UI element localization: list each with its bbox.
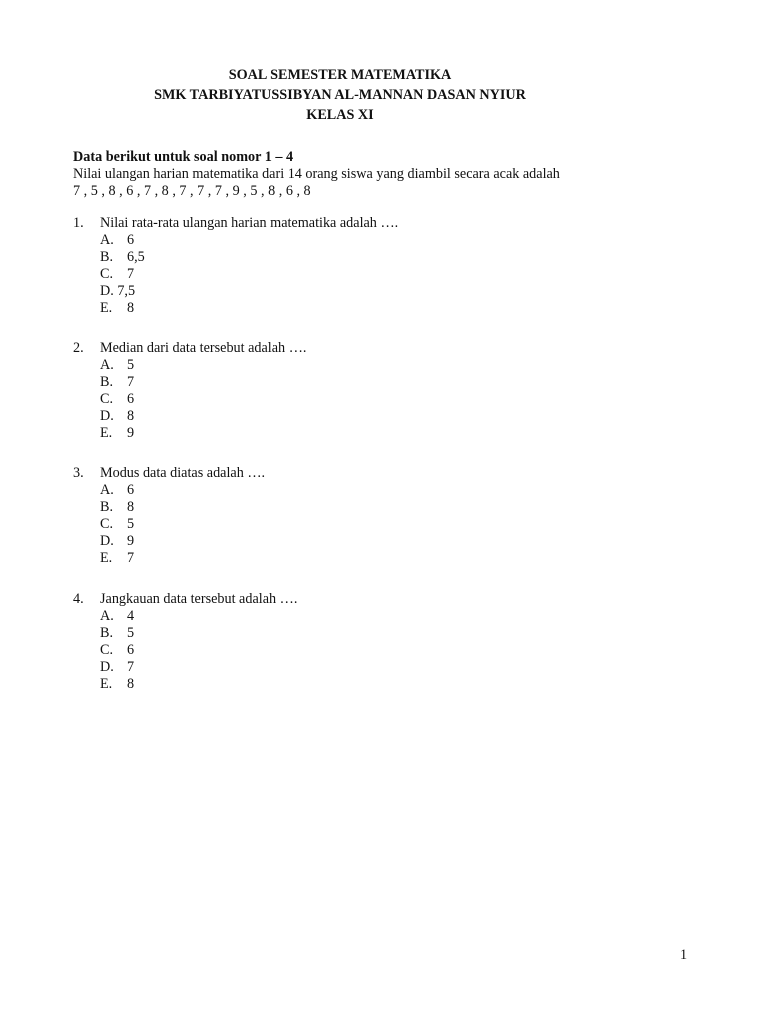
data-intro	[73, 149, 693, 200]
option-e	[73, 550, 673, 567]
question-line	[73, 591, 673, 608]
question-1	[73, 215, 673, 317]
option-a	[73, 608, 673, 625]
question-line	[73, 215, 673, 232]
option-letter: B.	[100, 249, 114, 265]
option-value: 8	[127, 499, 135, 515]
option-letter: E.	[100, 425, 113, 441]
option-d	[73, 283, 673, 300]
question-4	[73, 591, 673, 693]
option-value: 5	[127, 516, 135, 532]
option-value: 7	[127, 659, 135, 675]
option-letter: C.	[100, 391, 114, 407]
option-c	[73, 516, 673, 533]
page-number: 1	[680, 947, 688, 963]
option-b	[73, 249, 673, 266]
option-b	[73, 625, 673, 642]
option-value: 6,5	[127, 249, 145, 265]
option-letter: B.	[100, 499, 114, 515]
question-line	[73, 465, 673, 482]
option-a	[73, 357, 673, 374]
question-number: 1.	[73, 215, 84, 231]
question-number: 3.	[73, 465, 84, 481]
question-line	[73, 340, 673, 357]
option-value: 7	[127, 266, 135, 282]
option-e	[73, 425, 673, 442]
option-value: 5	[127, 625, 135, 641]
option-letter: D.	[100, 533, 114, 549]
option-letter: C.	[100, 516, 114, 532]
option-value: 9	[127, 425, 135, 441]
option-letter: B.	[100, 374, 114, 390]
option-value: 4	[127, 608, 135, 624]
option-a	[73, 232, 673, 249]
option-value: 9	[127, 533, 135, 549]
option-letter: C.	[100, 642, 114, 658]
option-letter: A.	[100, 357, 114, 373]
option-letter: A.	[100, 482, 114, 498]
question-3	[73, 465, 673, 567]
question-number: 4.	[73, 591, 84, 607]
question-text: Median dari data tersebut adalah ….	[100, 340, 307, 356]
option-value: 8	[127, 300, 135, 316]
option-c	[73, 391, 673, 408]
question-number: 2.	[73, 340, 84, 356]
option-d	[73, 659, 673, 676]
option-e	[73, 300, 673, 317]
option-value: 6	[127, 642, 135, 658]
option-letter: A.	[100, 232, 114, 248]
option-letter: D.	[100, 408, 114, 424]
option-value: D. 7,5	[100, 283, 136, 299]
option-value: 6	[127, 232, 135, 248]
option-letter: B.	[100, 625, 114, 641]
question-text: Modus data diatas adalah ….	[100, 465, 266, 481]
header-title: SOAL SEMESTER MATEMATIKA	[228, 67, 452, 83]
option-c	[73, 266, 673, 283]
option-b	[73, 499, 673, 516]
option-letter: E.	[100, 550, 113, 566]
option-value: 7	[127, 374, 135, 390]
option-value: 6	[127, 482, 135, 498]
question-text: Jangkauan data tersebut adalah ….	[100, 591, 298, 607]
intro-data-values: 7 , 5 , 8 , 6 , 7 , 8 , 7 , 7 , 7 , 9 , 5 , 8 , 6 , 8	[73, 183, 311, 199]
option-letter: E.	[100, 300, 113, 316]
option-letter: D.	[100, 659, 114, 675]
option-letter: A.	[100, 608, 114, 624]
option-value: 8	[127, 408, 135, 424]
question-2	[73, 340, 673, 442]
option-c	[73, 642, 673, 659]
header-class: KELAS XI	[306, 107, 374, 123]
header-school: SMK TARBIYATUSSIBYAN AL-MANNAN DASAN NYIUR	[154, 87, 526, 103]
option-d	[73, 533, 673, 550]
option-value: 6	[127, 391, 135, 407]
option-e	[73, 676, 673, 693]
option-value: 5	[127, 357, 135, 373]
intro-heading: Data berikut untuk soal nomor 1 – 4	[73, 149, 294, 165]
option-a	[73, 482, 673, 499]
option-b	[73, 374, 673, 391]
option-value: 8	[127, 676, 135, 692]
option-d	[73, 408, 673, 425]
option-letter: C.	[100, 266, 114, 282]
question-text: Nilai rata-rata ulangan harian matematika adalah ….	[100, 215, 399, 231]
document-header	[0, 65, 680, 125]
intro-description: Nilai ulangan harian matematika dari 14 orang siswa yang diambil secara acak adalah	[73, 166, 560, 182]
option-value: 7	[127, 550, 135, 566]
option-letter: E.	[100, 676, 113, 692]
